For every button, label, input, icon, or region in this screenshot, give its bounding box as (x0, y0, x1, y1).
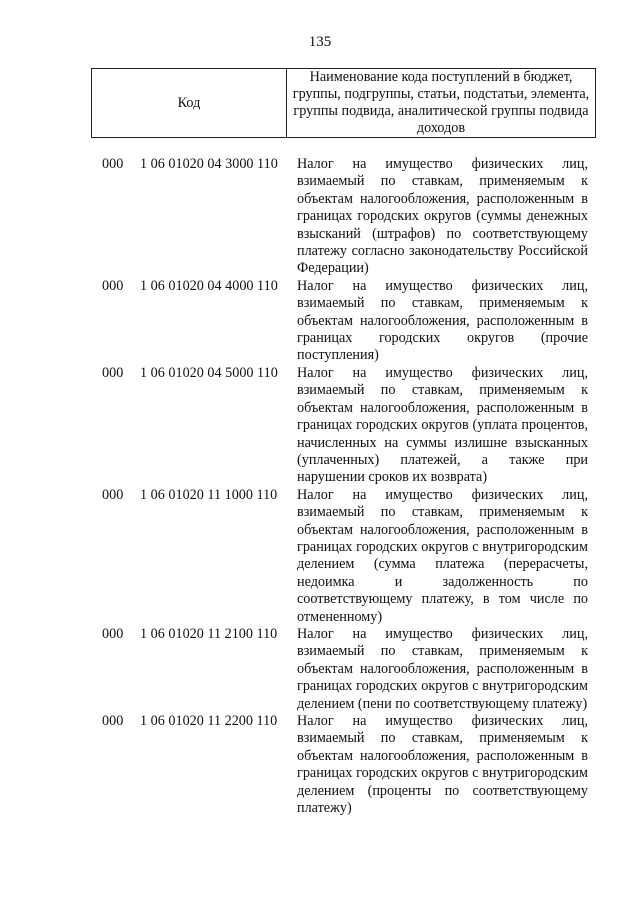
revenue-description: Налог на имущество физических лиц, взимаемый по ставкам, применяемым к объектам налогообложения, расположенным в границах городских округов (уплата процентов, начисленных на суммы излишне взысканных (уплаченных) платежей, а также при нарушении сроков их возврата) (297, 364, 588, 486)
revenue-code: 1 06 01020 04 5000 110 (140, 364, 278, 381)
admin-code: 000 (102, 625, 124, 642)
revenue-description: Налог на имущество физических лиц, взимаемый по ставкам, применяемым к объектам налогообложения, расположенным в границах городских округов с внутригородским делением (пени по соответствующему платежу) (297, 625, 588, 712)
page-number: 135 (308, 34, 332, 50)
admin-code: 000 (102, 364, 124, 381)
admin-code: 000 (102, 277, 124, 294)
revenue-code: 1 06 01020 11 2100 110 (140, 625, 278, 642)
revenue-description: Налог на имущество физических лиц, взимаемый по ставкам, применяемым к объектам налогообложения, расположенным в границах городских округов с внутригородским делением (сумма платежа (перерасчеты, недоимка и задолженность по соответствующему платежу, в том числе по отмененному) (297, 486, 588, 625)
admin-code: 000 (102, 156, 124, 172)
revenue-description: Налог на имущество физических лиц, взимаемый по ставкам, применяемым к объектам налогообложения, расположенным в границах городских округов (прочие поступления) (297, 277, 588, 364)
header-name-cell: Наименование кода поступлений в бюджет, группы, подгруппы, статьи, подстатьи, элемента, группы подвида, аналитической группы подвида доходов (287, 69, 596, 138)
list-item (0, 626, 640, 713)
admin-code: 000 (102, 713, 124, 729)
list-item (0, 278, 640, 365)
list-item (0, 487, 640, 626)
list-item (0, 713, 640, 817)
entries-list (0, 156, 640, 817)
revenue-code: 1 06 01020 11 1000 110 (140, 486, 278, 503)
list-item (0, 365, 640, 487)
header-code-cell: Код (92, 69, 287, 138)
admin-code: 000 (102, 486, 124, 503)
revenue-code: 1 06 01020 04 3000 110 (140, 156, 278, 172)
revenue-code: 1 06 01020 11 2200 110 (140, 713, 278, 729)
revenue-code: 1 06 01020 04 4000 110 (140, 277, 278, 294)
list-item (0, 156, 640, 278)
revenue-description: Налог на имущество физических лиц, взимаемый по ставкам, применяемым к объектам налогообложения, расположенным в границах городских округов (суммы денежных взысканий (штрафов) по соответствующему платежу согласно законодательству Российской Федерации) (297, 156, 588, 277)
header-table (91, 68, 596, 138)
revenue-description: Налог на имущество физических лиц, взимаемый по ставкам, применяемым к объектам налогообложения, расположенным в границах городских округов с внутригородским делением (проценты по соответствующему платежу) (297, 713, 588, 817)
